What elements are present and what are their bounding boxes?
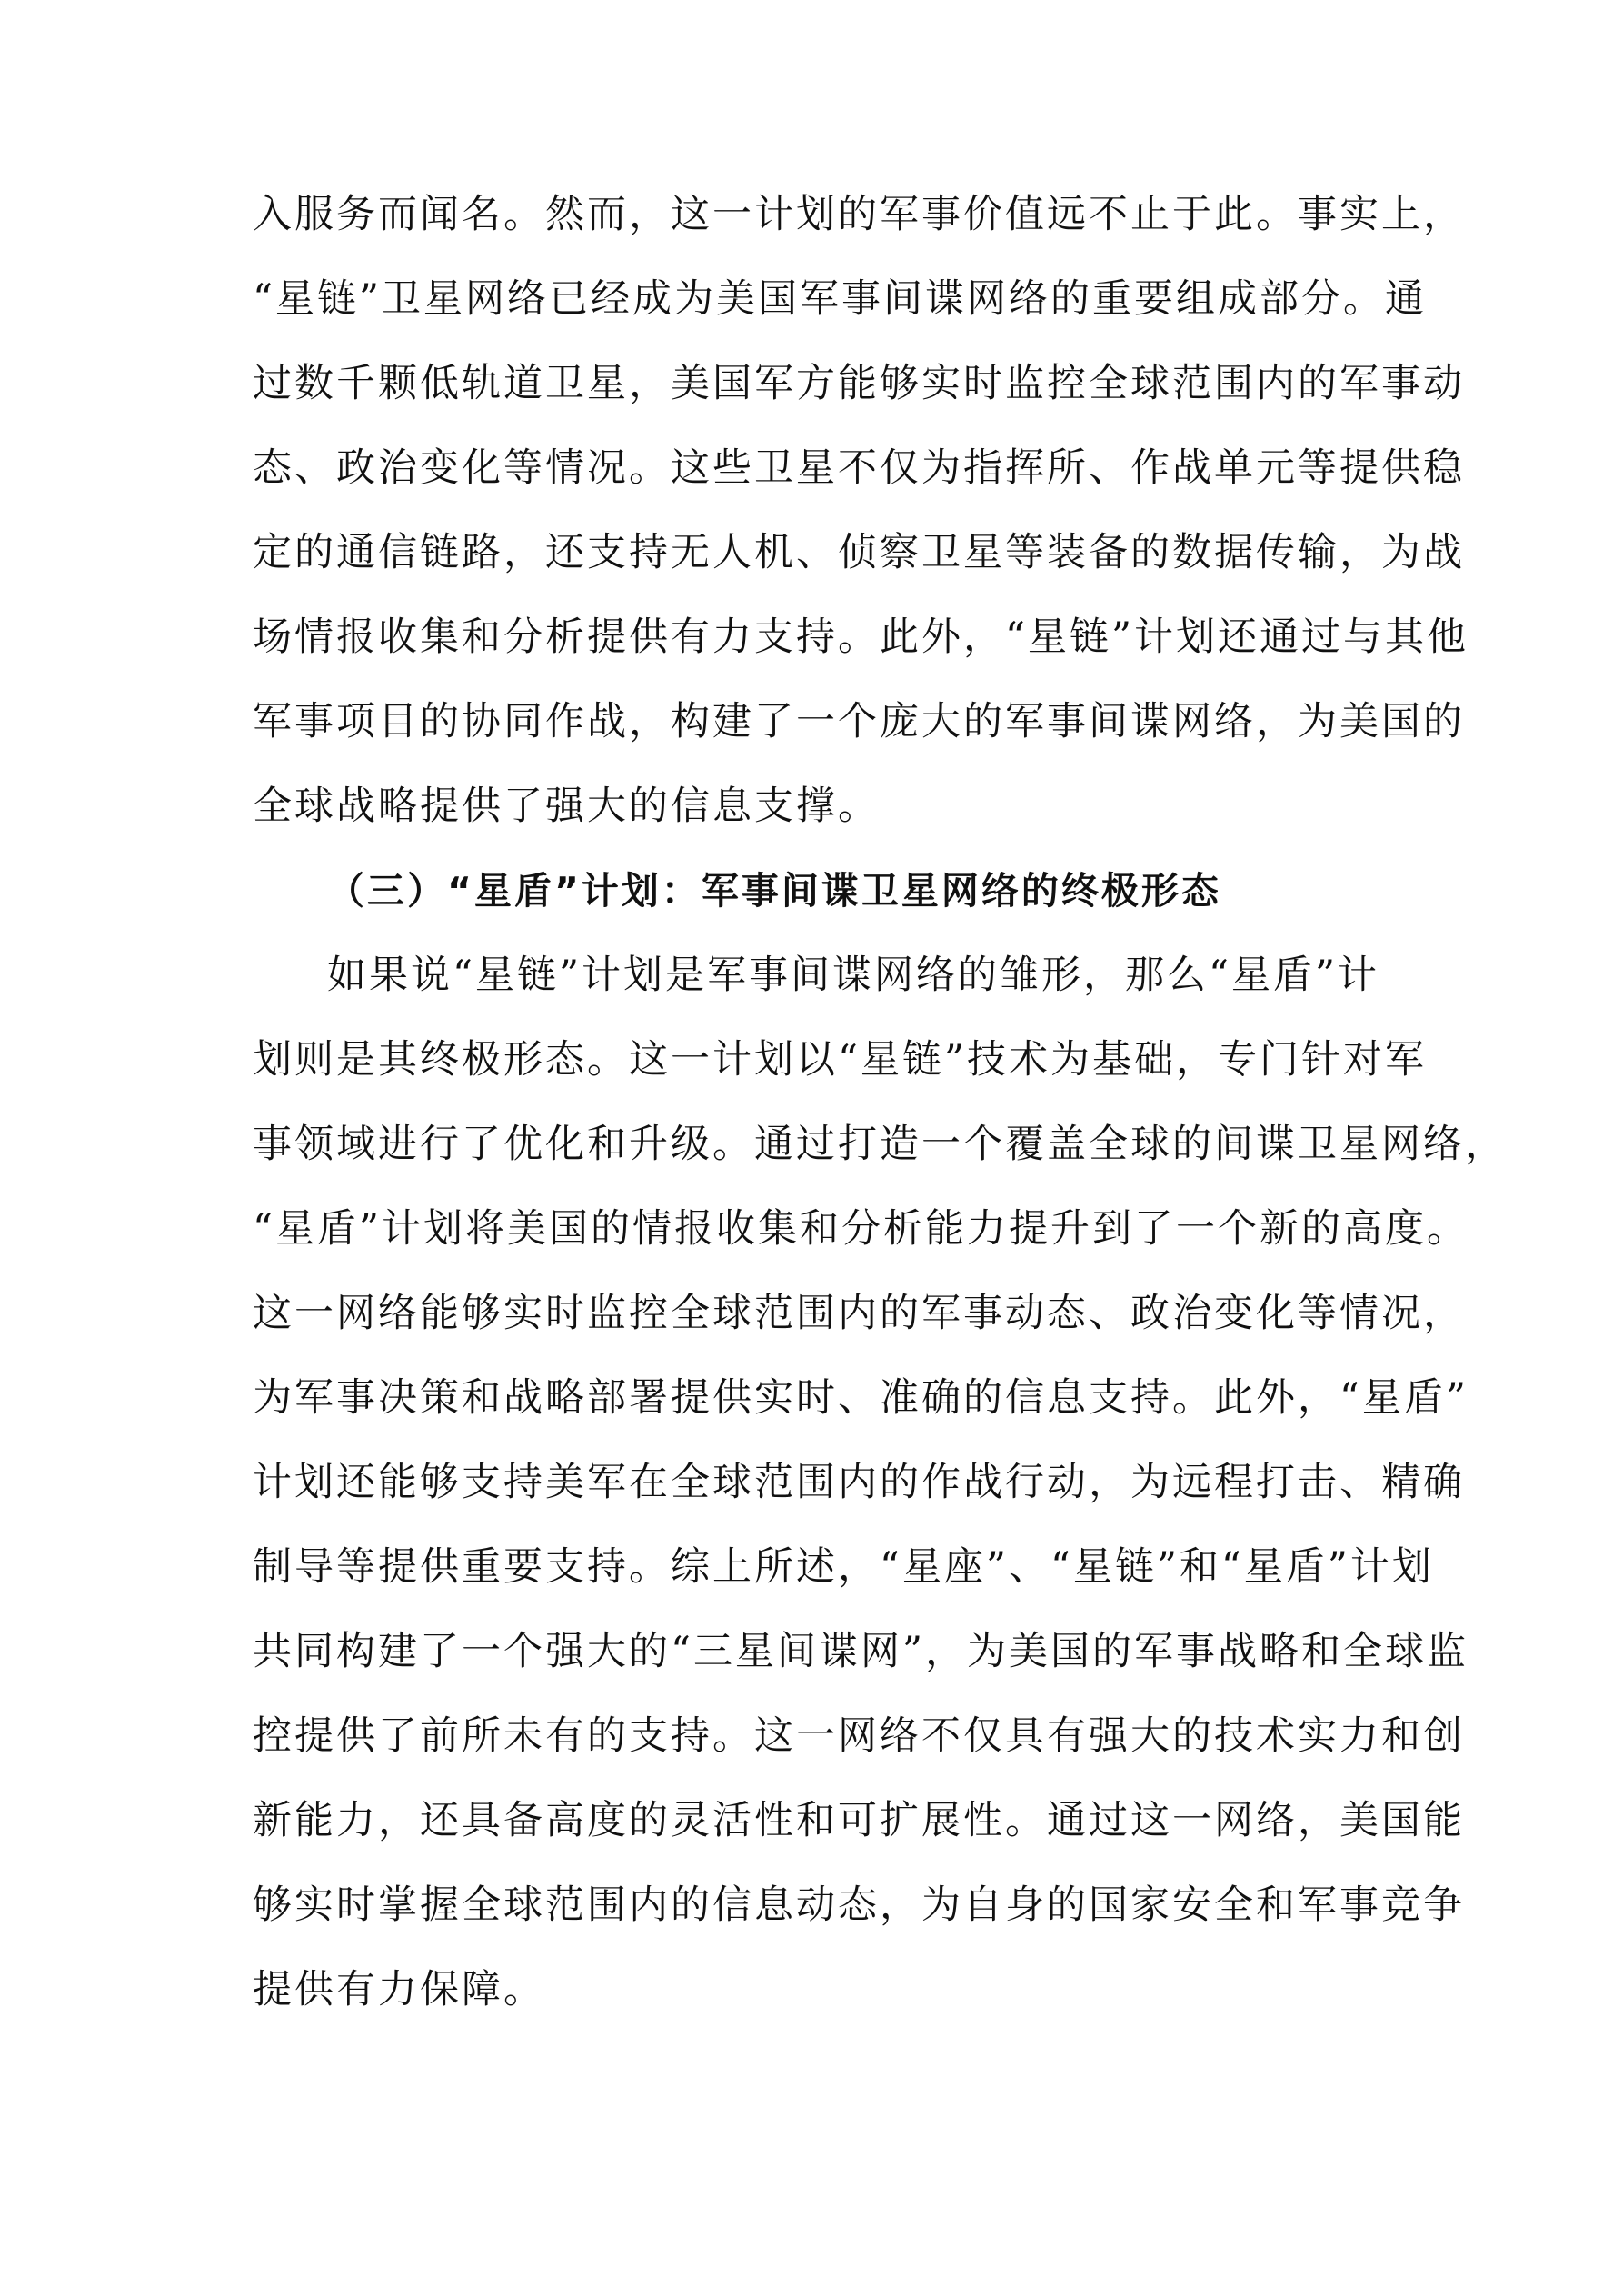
- text-line: 新能力，还具备高度的灵活性和可扩展性。通过这一网络，美国能: [253, 1798, 1465, 1843]
- document-body: [253, 173, 1507, 2032]
- paragraph-starshield: [253, 933, 1507, 2032]
- text-line: 为军事决策和战略部署提供实时、准确的信息支持。此外，“星盾”: [253, 1375, 1469, 1421]
- text-line: 如果说“星链”计划是军事间谍网络的雏形，那么“星盾”计: [327, 953, 1379, 998]
- text-line: 这一网络能够实时监控全球范围内的军事动态、政治变化等情况，: [253, 1291, 1465, 1336]
- text-line: “星盾”计划将美国的情报收集和分析能力提升到了一个新的高度。: [253, 1206, 1469, 1252]
- text-line: 场情报收集和分析提供有力支持。此外，“星链”计划还通过与其他: [253, 614, 1469, 660]
- text-line: 态、政治变化等情况。这些卫星不仅为指挥所、作战单元等提供稳: [253, 445, 1465, 491]
- text-line: 控提供了前所未有的支持。这一网络不仅具有强大的技术实力和创: [253, 1713, 1465, 1759]
- text-line: “星链”卫星网络已经成为美国军事间谍网络的重要组成部分。通: [253, 276, 1427, 322]
- text-line: 全球战略提供了强大的信息支撑。: [253, 784, 880, 829]
- text-line: 计划还能够支持美军在全球范围内的作战行动，为远程打击、精确: [253, 1460, 1465, 1505]
- text-line: 划则是其终极形态。这一计划以“星链”技术为基础，专门针对军: [253, 1037, 1427, 1083]
- text-line: 定的通信链路，还支持无人机、侦察卫星等装备的数据传输，为战: [253, 530, 1465, 575]
- text-line: 够实时掌握全球范围内的信息动态，为自身的国家安全和军事竞争: [253, 1882, 1465, 1928]
- section-heading: （三）“星盾”计划：军事间谍卫星网络的终极形态: [327, 869, 1221, 913]
- paragraph-continuation: [253, 173, 1469, 849]
- text-line: 共同构建了一个强大的“三星间谍网”，为美国的军事战略和全球监: [253, 1629, 1469, 1674]
- text-line: 事领域进行了优化和升级。通过打造一个覆盖全球的间谍卫星网络，: [253, 1122, 1507, 1167]
- text-line: 提供有力保障。: [253, 1967, 545, 2012]
- text-line: 入服务而闻名。然而，这一计划的军事价值远不止于此。事实上，: [253, 192, 1465, 237]
- text-line: 制导等提供重要支持。综上所述，“星座”、“星链”和“星盾”计划: [253, 1544, 1434, 1590]
- text-line: 军事项目的协同作战，构建了一个庞大的军事间谍网络，为美国的: [253, 699, 1465, 744]
- text-line: 过数千颗低轨道卫星，美国军方能够实时监控全球范围内的军事动: [253, 361, 1465, 406]
